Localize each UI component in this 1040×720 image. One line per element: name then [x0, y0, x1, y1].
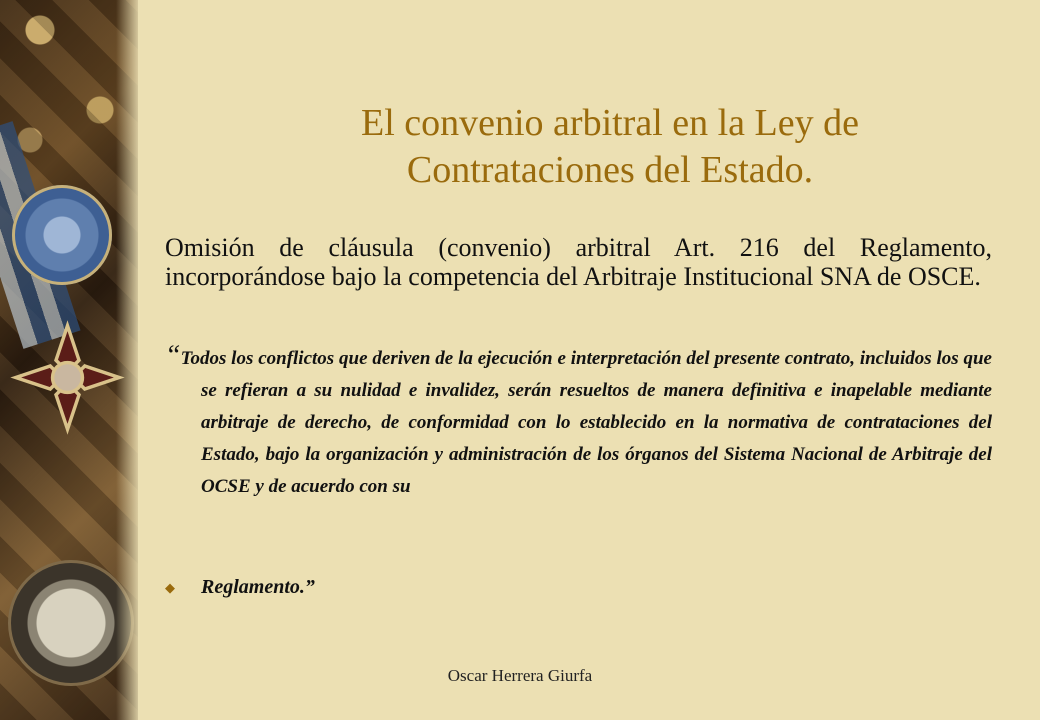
- title-line-2: Contrataciones del Estado.: [406, 149, 814, 191]
- quoted-clause: [165, 340, 992, 503]
- slide-footer: Oscar Herrera Giurfa: [447, 666, 593, 685]
- opening-quote-mark: “: [165, 340, 181, 371]
- decorative-side-image: [0, 0, 138, 720]
- bullet-item: [165, 576, 992, 599]
- title-line-1: El convenio arbitral en la Ley de: [360, 102, 859, 144]
- bullet-text: Reglamento.”: [201, 576, 315, 598]
- quoted-clause-text: Todos los conflictos que deriven de la ejecución e interpretación del presente contrato, incluidos los que se refieran a su nulidad e invalidez, serán resueltos de manera definitiva e inapelable mediante arbitraje de derecho, de conformidad con lo establecido en la normativa de contrataciones del Estado, bajo la organización y administración de los órganos del Sistema Nacional de Arbitraje del OCSE y de acuerdo con su: [180, 348, 992, 497]
- slide-title: [160, 100, 1040, 194]
- body-paragraph: Omisión de cláusula (convenio) arbitral Art. 216 del Reglamento, incorporándose bajo la competencia del Arbitraje Institucional SNA de OSCE.: [165, 233, 992, 291]
- medal-rosette: [12, 185, 112, 285]
- diamond-bullet-icon: ◆: [165, 579, 175, 595]
- medal-cross-icon: [10, 320, 125, 435]
